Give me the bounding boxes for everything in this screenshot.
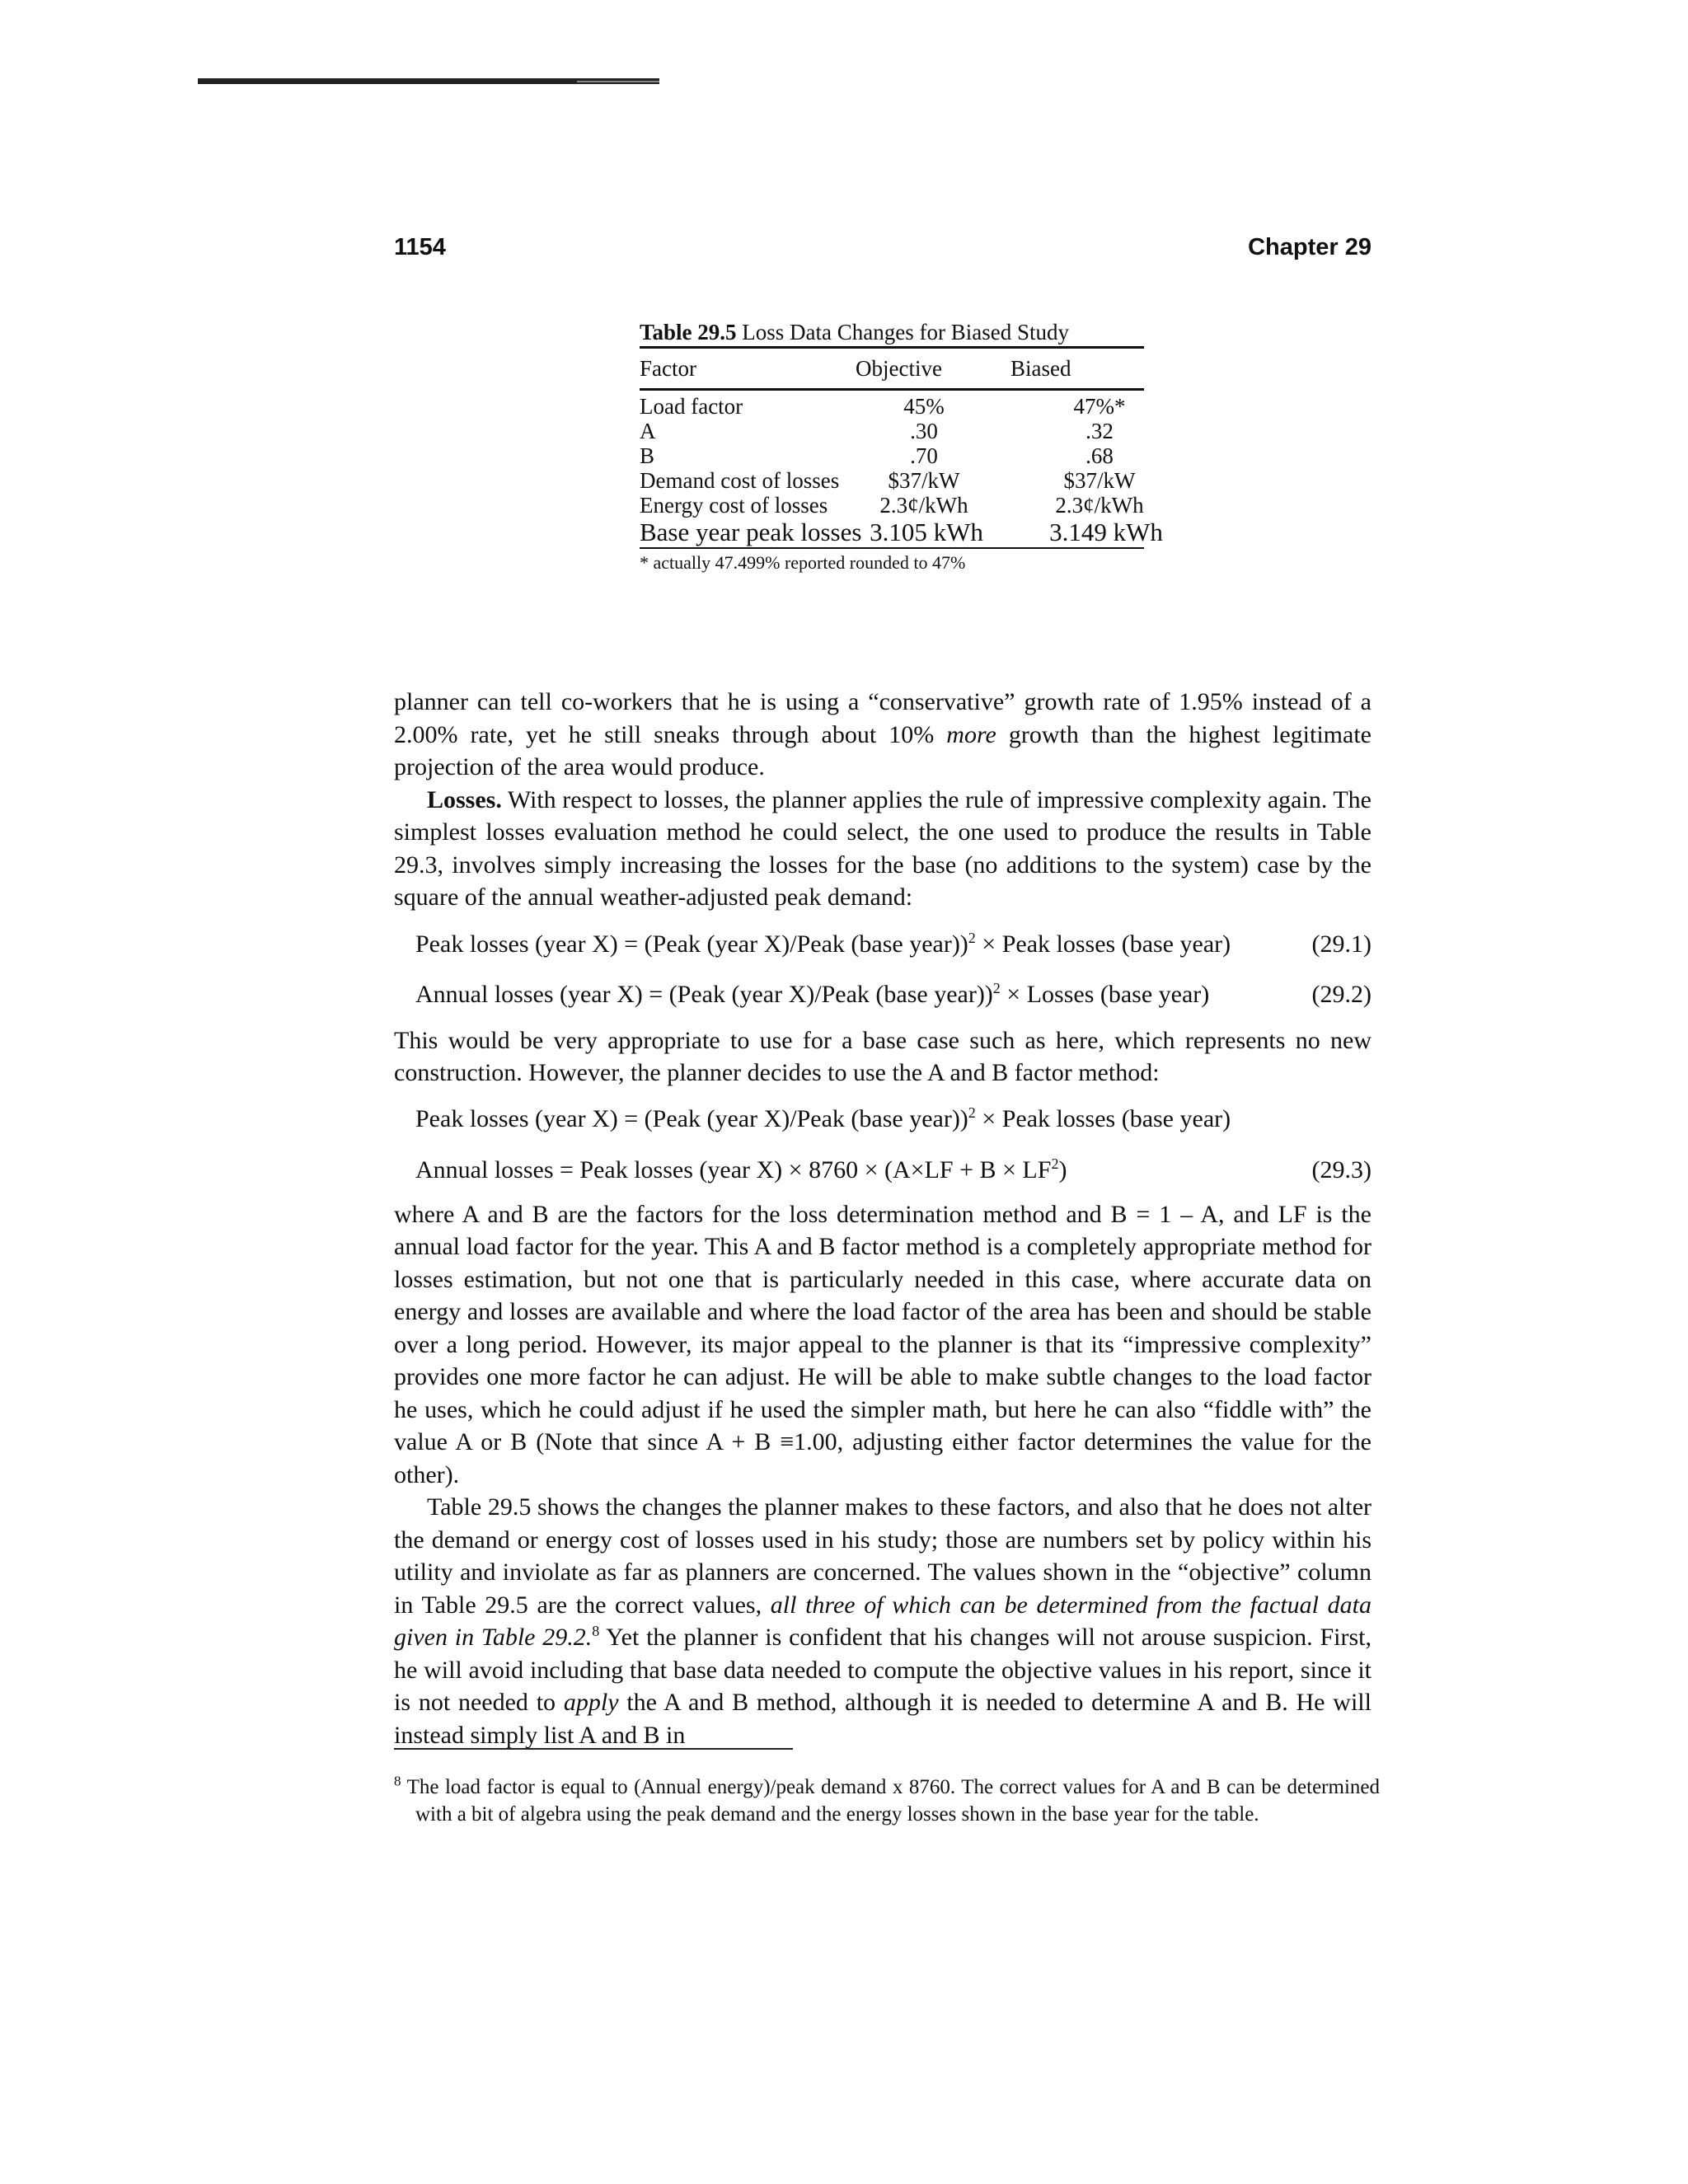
table-note: * actually 47.499% reported rounded to 47% [640,552,966,573]
footnote-rule [394,1748,793,1750]
cell-objective: .30 [910,419,938,443]
footnote-mark: 8 [394,1773,401,1789]
equation-body [415,1103,1231,1136]
equation-29-1 [394,928,1372,961]
paragraph [394,1491,1372,1751]
footnote-text: The load factor is equal to (Annual energy)/peak demand x 8760. The correct values for A and B can be determined with a bit of algebra using the peak demand and the energy losses shown in the base year for the table. [406,1776,1380,1825]
equation-number: (29.1) [1311,930,1372,958]
table-row [640,493,1144,518]
equation-number: (29.2) [1311,980,1372,1008]
cell-factor: Energy cost of losses [640,493,828,518]
text-run: Yet the planner is confident that his changes will not arouse suspicion. First, he will avoid including that base data needed to compute the objective values in his report, since it is not needed to [394,1624,1372,1716]
paragraph: where A and B are the factors for the loss determination method and B = 1 – A, and LF is the annual load factor for the year. This A and B factor method is a completely appropriate method for losses estimation, but not one that is particularly needed in this case, where accurate data on energy and losses are available and where the load factor of the area has been and should be stable over a long period. However, its major appeal to the planner is that its “impressive complexity” provides one more factor he can adjust. He will be able to make subtle changes to the load factor he uses, which he could adjust if he used the simpler math, but here he can also “fiddle with” the value A or B (Note that since A + B ≡1.00, adjusting either factor determines the value for the other). [394,1200,1372,1488]
superscript: 2 [968,1104,976,1121]
superscript: 2 [992,979,1001,996]
cell-factor: Demand cost of losses [640,468,840,493]
text-run: planner can tell co-workers that he is using a “conservative” growth rate of 1.95% instead of a 2.00% rate, yet he still sneaks through about 10% [394,688,1372,748]
paragraph [394,686,1372,784]
equation-number: (29.3) [1311,1155,1372,1183]
cell-biased: $37/kW [1063,468,1136,493]
equation-body [415,978,1209,1011]
cell-objective: 2.3¢/kWh [879,493,968,518]
header-biased: Biased [1010,356,1071,381]
emphasis: more [946,720,996,748]
text-run: × Peak losses (base year) [975,930,1231,958]
chapter-heading: Chapter 29 [1248,234,1372,260]
cell-objective: 45% [903,394,945,419]
superscript: 2 [1051,1155,1059,1172]
table-row [640,468,1144,493]
cell-factor: Base year peak losses [640,518,862,546]
cell-biased: 2.3¢/kWh [1055,493,1144,518]
run-in-heading: Losses. [427,785,502,813]
equation-29-3 [394,1154,1372,1187]
cell-factor: A [640,419,656,443]
text-run: × Losses (base year) [1000,980,1210,1008]
table-row [640,518,1163,547]
footnote-ref: 8 [592,1623,600,1639]
table-body [640,391,1163,547]
text-run: With respect to losses, the planner applies the rule of impressive complexity again. The simplest losses evaluation method he could select, the one used to produce the results in Table 29.3, involves simply increasing the losses for the base (no additions to the system) case by the square of the annual weather-adjusted peak demand: [394,785,1372,911]
page-number: 1154 [394,234,446,260]
equation-29-2 [394,978,1372,1011]
cell-objective: $37/kW [888,468,960,493]
text-run: Peak losses (year X) = (Peak (year X)/Peak (base year)) [415,930,968,958]
equation-peak-losses [394,1103,1372,1136]
table-title: Loss Data Changes for Biased Study [742,320,1069,344]
text-run: Annual losses = Peak losses (year X) × 8760 × (A×LF + B × LF [415,1155,1052,1183]
cell-factor: B [640,443,655,468]
cell-factor: Load factor [640,394,743,419]
cell-biased: 3.149 kWh [1049,518,1163,546]
table-row [640,443,1144,468]
table-label: Table 29.5 [640,320,737,344]
cell-biased: 47%* [1073,394,1126,419]
paragraph: This would be very appropriate to use for a base case such as here, which represents no new construction. However, the planner decides to use the A and B factor method: [394,1026,1372,1086]
text-run: ) [1058,1155,1067,1183]
header-objective: Objective [856,356,942,381]
footnote-body [394,1774,1380,1828]
emphasis: all three of which can be determined from the factual data given in Table 29.2. [394,1591,1372,1651]
text-run: × Peak losses (base year) [975,1104,1231,1132]
table-bottom-rule [640,547,1144,549]
cell-biased: .68 [1085,443,1114,468]
cell-objective: 3.105 kWh [870,518,983,546]
text-run: Peak losses (year X) = (Peak (year X)/Peak (base year)) [415,1104,968,1132]
equation-body [415,928,1231,961]
superscript: 2 [968,929,976,946]
text-run: Table 29.5 shows the changes the planner makes to these factors, and also that he does not alter the demand or energy cost of losses used in his study; those are numbers set by policy within his utility and inviolate as far as planners are concerned. The values shown in the “objective” column in Table 29.5 are the correct values, [394,1493,1372,1619]
emphasis: apply [563,1689,619,1716]
table-row [640,419,1144,443]
header-rule-tail [577,81,659,82]
header-factor: Factor [640,356,696,381]
loss-data-table [640,318,1163,575]
text-run: the A and B method, although it is needed to determine A and B. He will instead simply list A and B in [394,1689,1372,1749]
cell-objective: .70 [910,443,938,468]
body-text [394,686,1372,1751]
text-run: Annual losses (year X) = (Peak (year X)/Peak (base year)) [415,980,993,1008]
paragraph [394,784,1372,914]
table-caption [640,318,1144,346]
table-row [640,394,1144,419]
footnote [394,1774,1380,1828]
text-run: growth than the highest legitimate projection of the area would produce. [394,720,1372,780]
cell-biased: .32 [1085,419,1114,443]
table-header-row [640,349,1144,388]
equation-body [415,1154,1067,1187]
